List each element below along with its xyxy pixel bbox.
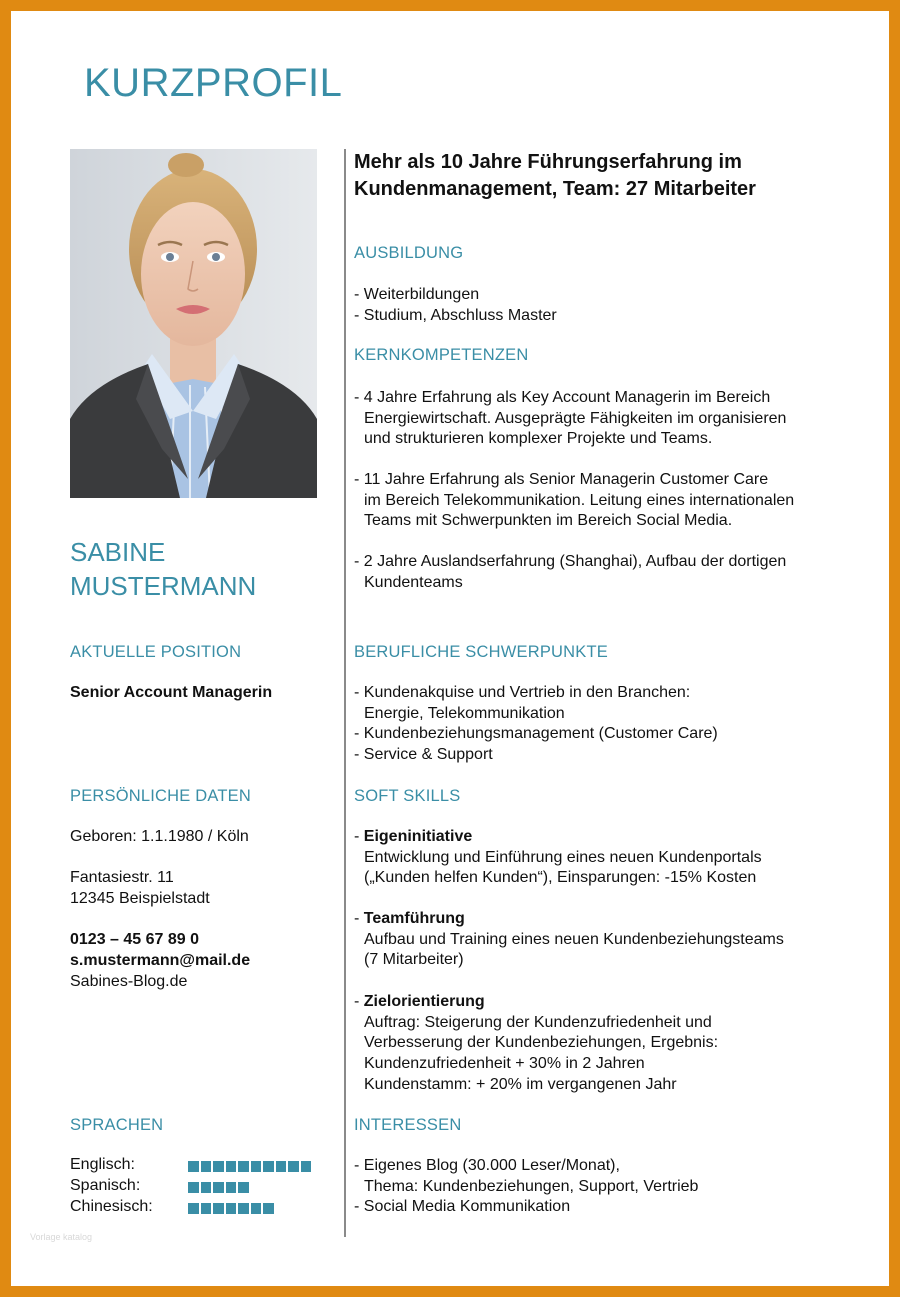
blog-link: Sabines-Blog.de bbox=[70, 972, 188, 990]
birth-info: Geboren: 1.1.1980 / Köln bbox=[70, 828, 249, 845]
list-item: - Kundenakquise und Vertrieb in den Branchen: bbox=[354, 684, 691, 701]
education-list bbox=[354, 285, 854, 326]
level-square bbox=[213, 1182, 224, 1193]
language-label: Spanisch: bbox=[70, 1177, 141, 1194]
level-square bbox=[238, 1182, 249, 1193]
list-item-cont: und strukturieren komplexer Projekte und Teams. bbox=[364, 430, 713, 448]
personal-heading: PERSÖNLICHE DATEN bbox=[70, 787, 251, 805]
list-item-cont: Teams mit Schwerpunkten im Bereich Social Media. bbox=[364, 512, 733, 530]
headline-line: Mehr als 10 Jahre Führungserfahrung im bbox=[354, 151, 742, 173]
level-square bbox=[201, 1182, 212, 1193]
level-square bbox=[201, 1203, 212, 1214]
column-divider bbox=[344, 149, 346, 1237]
list-item: - 11 Jahre Erfahrung als Senior Managerin Customer Care bbox=[354, 471, 769, 488]
list-item-cont: Kundenteams bbox=[364, 573, 463, 591]
headline-line: Kundenmanagement, Team: 27 Mitarbeiter bbox=[354, 178, 756, 200]
position-heading: AKTUELLE POSITION bbox=[70, 643, 242, 661]
list-item-cont: Thema: Kundenbeziehungen, Support, Vertrieb bbox=[364, 1177, 699, 1195]
list-item: - Service & Support bbox=[354, 746, 493, 764]
position-value: Senior Account Managerin bbox=[70, 684, 273, 701]
level-square bbox=[226, 1161, 237, 1172]
competencies-heading: KERNKOMPETENZEN bbox=[354, 346, 529, 364]
skill-title: Teamführung bbox=[363, 910, 465, 927]
last-name: MUSTERMANN bbox=[70, 571, 257, 601]
profile-photo bbox=[70, 149, 317, 498]
skill-detail: (7 Mitarbeiter) bbox=[364, 951, 464, 969]
watermark: Vorlage katalog bbox=[30, 1232, 93, 1242]
level-square bbox=[251, 1161, 262, 1172]
page-title: KURZPROFIL bbox=[84, 61, 343, 105]
soft-skills-heading: SOFT SKILLS bbox=[354, 787, 461, 805]
list-item: - Eigenes Blog (30.000 Leser/Monat), bbox=[354, 1157, 620, 1174]
languages-heading: SPRACHEN bbox=[70, 1116, 164, 1134]
competency-1 bbox=[354, 388, 854, 450]
language-row bbox=[70, 1177, 330, 1198]
level-square bbox=[188, 1182, 199, 1193]
skill-detail: Verbesserung der Kundenbeziehungen, Ergebnis: bbox=[364, 1034, 719, 1052]
interests-heading: INTERESSEN bbox=[354, 1116, 462, 1134]
resume-page bbox=[11, 11, 889, 1286]
list-item-cont: im Bereich Telekommunikation. Leitung eines internationalen bbox=[364, 491, 795, 509]
focus-heading: BERUFLICHE SCHWERPUNKTE bbox=[354, 643, 608, 661]
list-item: - Social Media Kommunikation bbox=[354, 1198, 571, 1216]
language-level-bar bbox=[188, 1182, 249, 1193]
email: s.mustermann@mail.de bbox=[70, 952, 251, 970]
focus-list bbox=[354, 683, 854, 766]
list-dash: - bbox=[354, 993, 364, 1010]
soft-skill-1 bbox=[354, 827, 854, 889]
level-square bbox=[188, 1203, 199, 1214]
list-item: - Weiterbildungen bbox=[354, 286, 480, 303]
languages-list bbox=[70, 1156, 330, 1219]
competency-2 bbox=[354, 470, 854, 532]
level-square bbox=[238, 1161, 249, 1172]
language-row bbox=[70, 1198, 330, 1219]
list-item: - 4 Jahre Erfahrung als Key Account Managerin im Bereich bbox=[354, 389, 771, 406]
interests-list bbox=[354, 1156, 854, 1218]
list-item: - Kundenbeziehungsmanagement (Customer Care) bbox=[354, 725, 718, 743]
level-square bbox=[301, 1161, 312, 1172]
skill-detail: Entwicklung und Einführung eines neuen Kundenportals bbox=[364, 848, 762, 866]
list-item: - Studium, Abschluss Master bbox=[354, 306, 557, 324]
full-name bbox=[70, 535, 330, 603]
skill-detail: Kundenstamm: + 20% im vergangenen Jahr bbox=[364, 1075, 677, 1093]
skill-detail: Kundenzufriedenheit + 30% in 2 Jahren bbox=[364, 1055, 645, 1073]
level-square bbox=[263, 1203, 274, 1214]
competency-3 bbox=[354, 552, 854, 593]
skill-detail: („Kunden helfen Kunden“), Einsparungen: -15% Kosten bbox=[364, 869, 757, 887]
level-square bbox=[226, 1203, 237, 1214]
level-square bbox=[251, 1203, 262, 1214]
language-level-bar bbox=[188, 1161, 311, 1172]
level-square bbox=[213, 1161, 224, 1172]
street: Fantasiestr. 11 bbox=[70, 869, 174, 887]
language-label: Englisch: bbox=[70, 1156, 135, 1173]
level-square bbox=[238, 1203, 249, 1214]
level-square bbox=[213, 1203, 224, 1214]
list-dash: - bbox=[354, 828, 364, 845]
language-level-bar bbox=[188, 1203, 274, 1214]
headline bbox=[354, 149, 854, 203]
city: 12345 Beispielstadt bbox=[70, 890, 210, 908]
soft-skill-3 bbox=[354, 992, 854, 1096]
education-heading: AUSBILDUNG bbox=[354, 244, 464, 262]
skill-title: Eigeninitiative bbox=[363, 828, 473, 845]
level-square bbox=[263, 1161, 274, 1172]
list-item-cont: Energie, Telekommunikation bbox=[364, 704, 565, 722]
level-square bbox=[188, 1161, 199, 1172]
level-square bbox=[226, 1182, 237, 1193]
list-item: - 2 Jahre Auslandserfahrung (Shanghai), Aufbau der dortigen bbox=[354, 553, 787, 570]
skill-title: Zielorientierung bbox=[363, 993, 485, 1010]
level-square bbox=[288, 1161, 299, 1172]
phone: 0123 – 45 67 89 0 bbox=[70, 931, 200, 949]
level-square bbox=[201, 1161, 212, 1172]
first-name: SABINE bbox=[70, 537, 166, 567]
personal-data bbox=[70, 827, 330, 993]
soft-skill-2 bbox=[354, 909, 854, 971]
level-square bbox=[276, 1161, 287, 1172]
language-row bbox=[70, 1156, 330, 1177]
language-label: Chinesisch: bbox=[70, 1198, 153, 1215]
skill-detail: Aufbau und Training eines neuen Kundenbeziehungsteams bbox=[364, 930, 784, 948]
list-dash: - bbox=[354, 910, 364, 927]
list-item-cont: Energiewirtschaft. Ausgeprägte Fähigkeiten im organisieren bbox=[364, 409, 787, 427]
skill-detail: Auftrag: Steigerung der Kundenzufriedenheit und bbox=[364, 1013, 712, 1031]
